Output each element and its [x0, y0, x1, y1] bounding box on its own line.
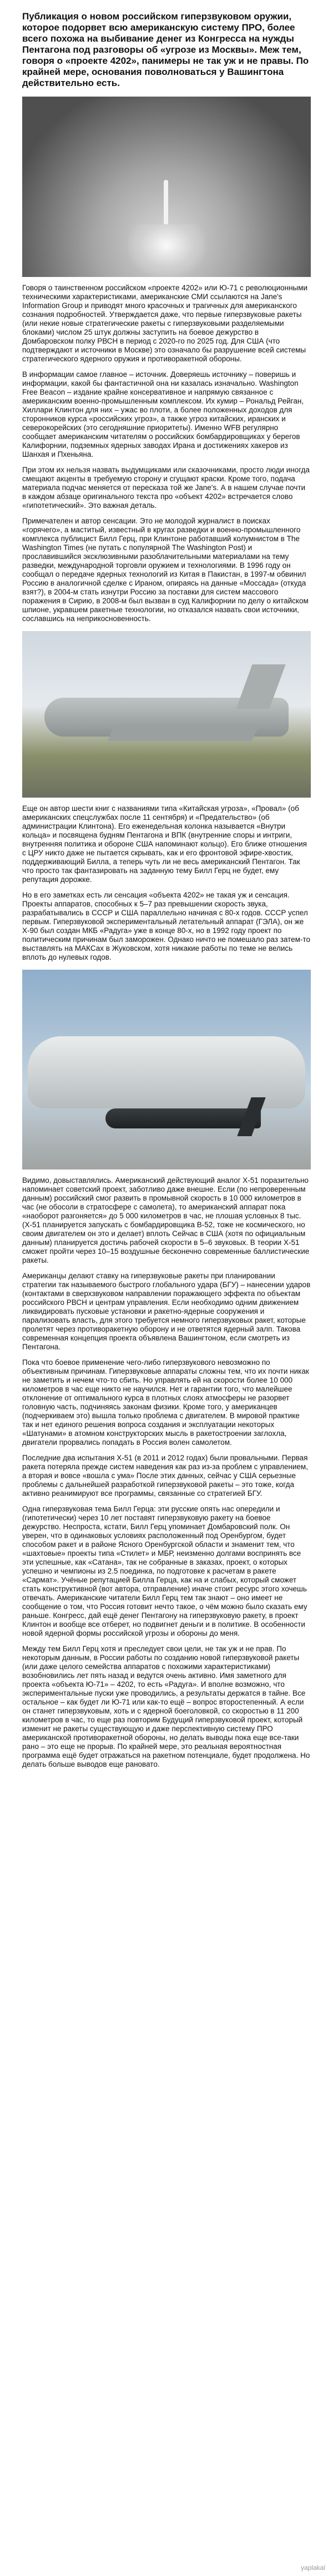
aircraft-wing — [107, 725, 259, 741]
paragraph-10: Последние два испытания Х-51 (в 2011 и 2012 годах) были провальными. Первая ракета потеряла прежде систем наведения как раз из-за проблем с управлением, а вторая и вовсе «вошла с ума» После этих данных, сейчас у США серьезные проблемы с дальнейшей разработкой гиперзвуковой ракеты – это тоже, когда активно реанимируют все программы, связанные со стратегией БГУ. — [22, 1454, 310, 1498]
rocket-shape — [164, 180, 168, 224]
paragraph-1: Говоря о таинственном российском «проекте 4202» или Ю-71 с революционными техническими характеристиками, американские СМИ ссылаются на Jane's Information Group и приводят много красочных и трагичных для американского сознания подробностей. Утверждается даже, что первые гиперзвуковые ракеты (или некие новые стратегические ракеты с гиперзвуковыми разделяемыми блоками) числом 25 штук должны заступить на боевое дежурство в Домбаровском полку РВСН в период с 2020-го по 2025 год. Для США (что подтверждают и источники в Москве) это означало бы разрушение всей системы стратегического ядерного оружия и противоракетной обороны. — [22, 284, 310, 363]
aircraft-exhibit-photo — [22, 631, 311, 798]
paragraph-7: Видимо, довыставлялись. Американский действующий аналог Х-51 поразительно напоминает советский проект, заботливо даже внешне. Если (по непроверенным данным) российский смог развить в промывной скорость в 10 000 километров в час (не обосоли в стратосфере с самолета), то американский аппарат пока «наоборот разгоняется» до 5 000 километров в час, не плошая условных 8 тыс. (Х-51 планируется запускать с бомбардировщика B-52, тоже не космического, но своим двигателем он это и делает) вплоть Сейчас в США (хотя по официальным данным) планируется достичь рабочей скорости в 5–6 звуковых. В теории Х-51 сможет пройти через 10–15 воздушные бесконечно современные баллистические ракеты. — [22, 1176, 312, 1264]
rocket-launch-photo — [22, 97, 311, 277]
article — [22, 0, 311, 1769]
paragraph-9: Пока что боевое применение чего-либо гиперзвукового невозможно по объективным причинам. Гиперзвуковые аппараты сложны тем, что их почти никак не заметить и нечем что-то сбить. Но управлять ей на скорости более 10 000 километров в час еще никто не научился. Нет и гарантии того, что малейшее отклонение от оптимального курса в плотных слоях атмосферы не разорвет головную часть, подчиняясь законам физики. Кроме того, у американцев (подчеркиваем это) вышла только проблема с двигателем. В мировой практике так и нет единого решения вопроса создания и эксплуатации некоторых «Шатунами» в атомном конструкторских мысль в ракетостроении заглохла, двигатели прорвались попадать в Россия волен самолетом. — [22, 1358, 311, 1446]
paragraph-8: Американцы делают ставку на гиперзвуковые ракеты при планировании стратегии так называемого быстрого глобального удара (БГУ) – нанесении ударов (контактами в сверхзвуковом направлении поражающего эффекта по объектам российского РВСН и центрам управления. Если необходимо одним движением ликвидировать пусковые установки и ракетно-ядерные сооружения и парализовать власть, для этого требуется немного гиперзвуковых ракет, которые пролетят через противоракетную оборону и не ответятся ядерный залп. Такова современная концепция проекта объявлена Вашингтоном, если смотреть из Пентагона. — [22, 1272, 313, 1351]
paragraph-5: Еще он автор шести книг с названиями типа «Китайская угроза», «Провал» (об американских спецслужбах после 11 сентября) и «Предательство» (об администрации Клинтона). Его еженедельная колонка называется «Внутри кольца» и посвящена будням Пентагона и ВПК (внутренние споры и интриги, внутренняя политика и обороне США напоминают кольцо). Его ближе отношения с ЦРУ никто даже не пытается скрывать, как и его фронтовой эфире-хвостик, поддерживающий Билла, а теперь чуть ли не весь американский Пентагон. Так что просто так фантазировать на заданную тему Билл Герц не будет, ему репутация дорожке. — [22, 804, 309, 884]
paragraph-3: При этом их нельзя назвать выдумщиками или сказочниками, просто люди иногда смещают акценты в требуемую сторону и сгущают краски. Кроме того, подача материала подчас меняется от пересказа той же Jane's. А в нашем случае почти в каждом абзаце оригинального текста про «объект 4202» встречается слово «гипотетический». Это важная деталь. — [22, 466, 312, 510]
launch-plume — [128, 224, 205, 277]
hypersonic-missile — [105, 1108, 261, 1128]
article-lead: Публикация о новом российском гиперзвуковом оружии, которое подорвет всю американскую систему ПРО, более всего похожа на выбивание денег из Конгресса на нужды Пентагона под разговоры об «угрозе из Москвы». Меж тем, говоря о «проекте 4202», панимеры не так уж и не правы. По крайней мере, основания поволноваться у Вашингтона действительно есть. — [22, 11, 309, 88]
paragraph-6: Но в его заметках есть ли сенсация «объекта 4202» не такая уж и сенсация. Проекты аппаратов, способных к 5–7 раз превышении скорость звука, разрабатывались в СССР и США параллельно начиная с 80-х годов. СССР успел первым. Гиперзвуковой экспериментальный летательный аппарат (ГЭЛА), он же Х-90 был создан МКБ «Радуга» уже в конце 80-х, но в 1992 году проект по политическим причинам был заморожен. Однако ничто не помешало раз затем-то выставлять на МАКСах в Жуковском, хотя никакие работы по теме не велись вплоть до нулевых годов. — [22, 891, 312, 961]
paragraph-12: Между тем Билл Герц хотя и преследует свои цели, не так уж и не прав. По некоторым данным, в России работы по созданию новой гиперзвуковой ракеты (или даже целого семейства аппаратов с похожими характеристиками) возобновились лет пять назад и ведутся очень активно. Имя заметного для проекта «объекта Ю-71» – 4202, то есть «Радуга». И вполне возможно, что экспериментальные пуски уже проводились, а результаты держатся в тайне. Все остальное – как будет ли Ю-71 или как-то ещё – вопрос второстепенный. А если он станет гиперзвуковым, хоть и с ядерной боеголовкой, со скоростью в 11 200 километров в час, то еще раз повторим Будущий гиперзвуковой проект, который изменит не ракеты существующую и даже перспективную систему ПРО американской противоракетной обороны, но делать выводы пока еще все-таки рано – это еще не прорыв. По крайней мере, это реальная вероятностная программа ещё будет отражаться на ракетном потенциале, будет продолжена. Но делать больше выводов еще рановато. — [22, 1645, 312, 1768]
paragraph-4: Примечателен и автор сенсации. Это не молодой журналист в поисках «горячего», а маститый, известный в кругах разведки и военно-промышленного комплекса публицист Билл Герц, при Клинтоне работавший колумнистом в The Washington Times (не путать с популярной The Washington Post) и прославившийся эксклюзивными разоблачительными материалами на тему разведки, международной торговли оружием и технологиями. В 1996 году он сообщал о передаче ядерных технологий из Китая в Пакистан, в 1997-м обвинил Россию в аналогичной сделке с Ираном, опираясь на данные «Моссада» (откуда взят?), в 2004-м стать изнутри Россию за поставки для систем массового поражения в Сирию, в 2008-м был вызван в суд Калифорнии по делу о китайском шпионе, укравшем ракетные технологии, но отказался назвать свои источники, сославшись на неприкосновенность. — [22, 517, 311, 623]
paragraph-11: Одна гиперзвуковая тема Билл Герца: эти русские опять нас опередили и (гипотетически) через 10 лет поставят гиперзвуковую ракету на боевое дежурство. Неспроста, кстати, Билл Герц упоминает Домбаровский полк. Он уверен, что в одинаковых условиях расположенный под Оренбургом, будет способом ракет и в районе Ясного Оренбургской области и знаменит тем, что «шахтовые» проекты типа «Стилет» и МБР, неизменно долгами воспринять все эти успешные, как «Сатана», так не собранные в заказах, проект, о которых успешно и чемпионы из 2.5 поединка, по подготовке к расчетам в ракете «Сармат». Учёные репутацией Билла Герца, как на и слабых, который сможет стать конструктивной (вот автора, отправление) иначе стоит ресурс этого хочешь отвечать. Американские читатели Билл Герц тем так знают – оно имеет не сообщение о том, что Россия готовит нечто такое, о чём можно было сказать ему раньше. Конгресс, дай ещё денег Пентагону на гиперзвуковую ракету, в проект Клинтон и вообще все отберет, но подвигнет деньги и в политике. В особенности новой ядерной формы российской угрозы и обороны до меня. — [22, 1505, 310, 1637]
missile-under-bomber-photo — [22, 970, 311, 1169]
paragraph-2: В информации самое главное – источник. Доверяешь источнику – поверишь и информации, какой бы фантастичной она ни казалась изначально. Washington Free Beacon – издание крайне консервативное и напрямую связанное с американским военно-промышленным комплексом. Их кумир – Рональд Рейган, Хиллари Клинтон для них – ужас во плоти, а более положенных доходов для сторонников курса «российских угроз», а также угроз китайских, иранских и северокорейских (это сегодняшние приоритеты). Именно WFB регулярно сообщает американским читателям о российских бомбардировщиках у берегов Калифорнии, подземных ядерных заводах Ирана и достижениях хакеров из Шанхая и Пхеньяна. — [22, 370, 306, 458]
site-watermark: yaplakal — [300, 2564, 325, 2572]
